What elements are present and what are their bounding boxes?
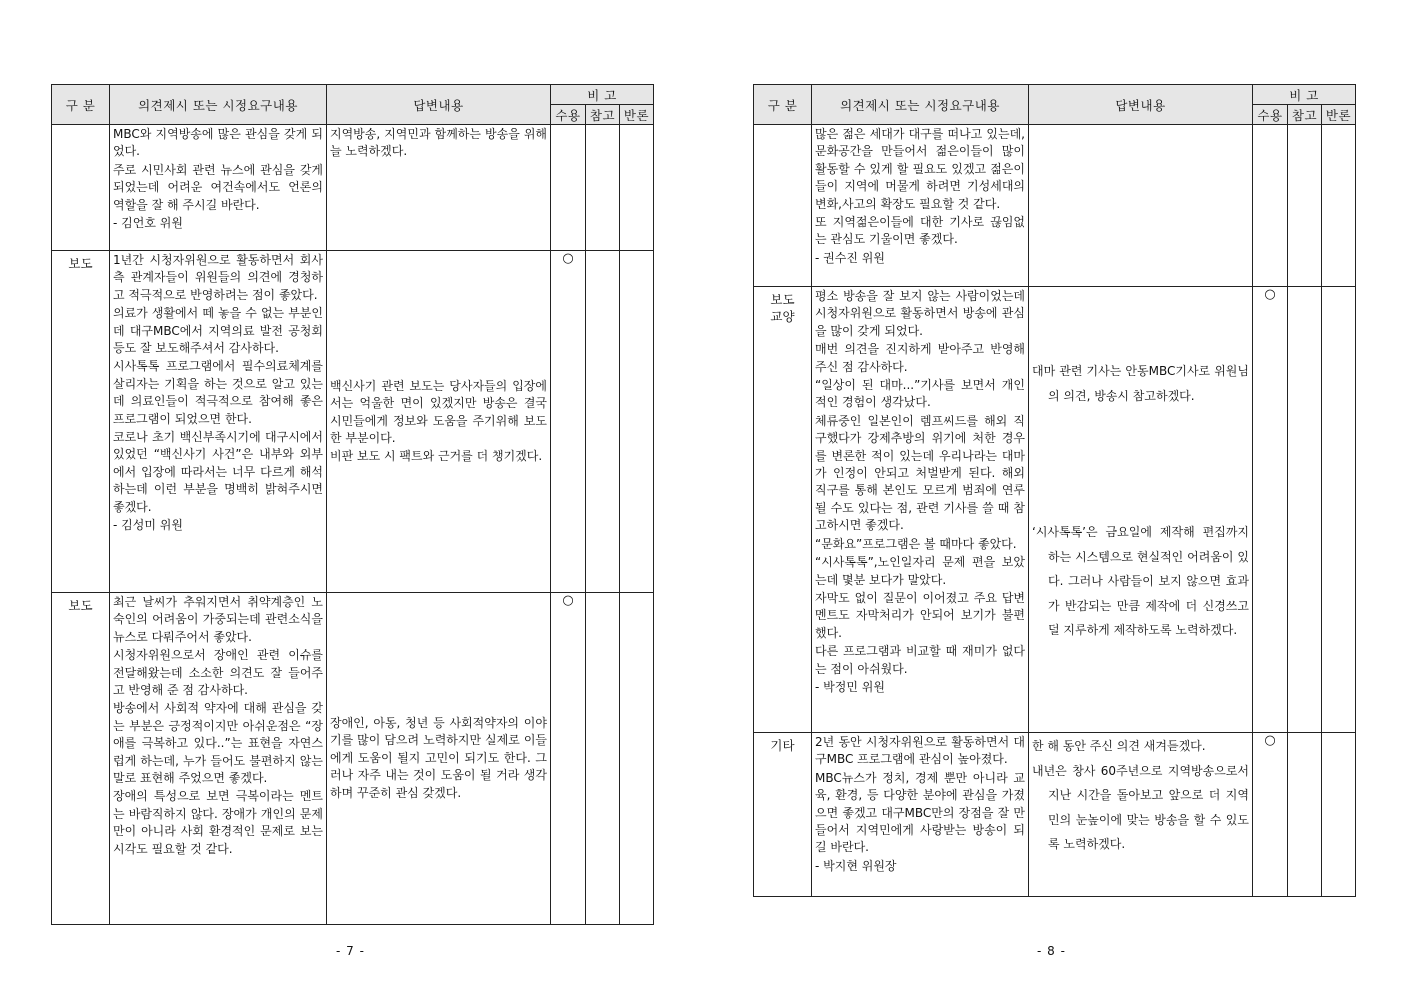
row-rebut-mark: [620, 251, 654, 593]
row-opinion: [812, 733, 1029, 897]
row-rebut-mark: [1322, 287, 1356, 733]
row-opinion: [110, 125, 327, 251]
answer-paragraph: 지역방송, 지역민과 함께하는 방송을 위해 늘 노력하겠다.: [330, 127, 547, 159]
row-reference-mark: [1288, 733, 1322, 897]
col-header-answer: 답변내용: [327, 85, 551, 125]
col-header-category: 구 분: [52, 85, 110, 125]
answer-paragraph: ‘시사톡톡’은 금요일에 제작해 편집까지 하는 시스템으로 현실적인 어려움이 있다. 그러나 사람들이 보지 않으면 효과가 반감되는 만큼 제작에 더 신경쓰고 덜 지루하게 제작하도록 노력하겠다.: [1032, 525, 1249, 637]
col-header-opinion: 의견제시 또는 시정요구내용: [110, 85, 327, 125]
answer-paragraph: 백신사기 관련 보도는 당사자들의 입장에서는 억울한 면이 있겠지만 방송은 결국 시민들에게 정보와 도움을 주기위해 보도한 부분이다.: [330, 378, 547, 446]
opinion-author: - 권수진 위원: [815, 250, 885, 265]
row-reference-mark: [1288, 125, 1322, 287]
col-header-remarks: 비 고: [1253, 85, 1356, 105]
col-header-opinion: 의견제시 또는 시정요구내용: [812, 85, 1029, 125]
opinion-paragraph: 시청자위원으로서 장애인 관련 이슈를 전달해왔는데 소소한 의견도 잘 들어주고 반영해 준 점 감사하다.: [113, 648, 323, 698]
row-accept-mark: ○: [1253, 733, 1288, 897]
opinion-paragraph: “시사톡톡”,노인일자리 문제 편을 보았는데 몇분 보다가 말았다.: [815, 555, 1025, 587]
row-rebut-mark: [620, 125, 654, 251]
page-7: [0, 0, 700, 992]
opinion-author: - 박정민 위원: [815, 679, 885, 694]
col-header-accept: 수용: [551, 105, 586, 125]
table-row: [52, 251, 654, 593]
opinion-paragraph: 평소 방송을 잘 보지 않는 사람이었는데 시청자위원으로 활동하면서 방송에 관심을 많이 갖게 되었다.: [815, 289, 1025, 338]
row-reference-mark: [1288, 287, 1322, 733]
row-answer: [1029, 287, 1253, 733]
opinion-paragraph: 자막도 없이 질문이 이어졌고 주요 답변 멘트도 자막처리가 안되어 보기가 불편했다.: [815, 590, 1025, 640]
row-opinion: [110, 593, 327, 925]
opinion-paragraph: MBC뉴스가 정치, 경제 뿐만 아니라 교육, 환경, 등 다양한 분야에 관심을 가졌으면 좋겠고 대구MBC만의 장점을 잘 만들어서 지역민에게 사랑받는 방송이 되길 바란다.: [815, 770, 1025, 855]
col-header-accept: 수용: [1253, 105, 1288, 125]
row-category: 보도 교양: [754, 287, 812, 733]
row-category: [754, 125, 812, 287]
page-number: - 7 -: [336, 944, 365, 958]
col-header-rebut: 반론: [1322, 105, 1356, 125]
row-category: [52, 125, 110, 251]
answer-paragraph: 장애인, 아동, 청년 등 사회적약자의 이야기를 많이 담으려 노력하지만 실제로 이들에게 도움이 될지 고민이 되기도 한다. 그러나 자주 내는 것이 도움이 될 거라 생각하며 꾸준히 관심 갖겠다.: [330, 715, 547, 800]
opinion-paragraph: 주로 시민사회 관련 뉴스에 관심을 갖게 되었는데 어려운 여건속에서도 언론의 역할을 잘 해 주시길 바란다.: [113, 162, 323, 212]
row-reference-mark: [586, 251, 620, 593]
answer-paragraph: 대마 관련 기사는 안동MBC기사로 위원님의 의견, 방송시 참고하겠다.: [1032, 364, 1249, 403]
col-header-rebut: 반론: [620, 105, 654, 125]
opinion-paragraph: 2년 동안 시청자위원으로 활동하면서 대구MBC 프로그램에 관심이 높아졌다.: [815, 735, 1025, 767]
opinion-paragraph: 시사톡톡 프로그램에서 필수의료체계를 살리자는 기획을 하는 것으로 알고 있는데 의료인들이 적극적으로 참여해 좋은 프로그램이 되었으면 한다.: [113, 359, 323, 426]
table-row: [754, 287, 1356, 733]
answer-paragraph: 비판 보도 시 팩트와 근거를 더 챙기겠다.: [330, 448, 543, 463]
row-opinion: [812, 287, 1029, 733]
row-accept-mark: ○: [1253, 287, 1288, 733]
opinion-table: [753, 84, 1356, 897]
col-header-reference: 참고: [1288, 105, 1322, 125]
opinion-table: [51, 84, 654, 925]
page-8: [700, 0, 1403, 992]
opinion-author: - 김성미 위원: [113, 518, 183, 533]
opinion-paragraph: 장애의 특성으로 보면 극복이라는 멘트는 바람직하지 않다. 장애가 개인의 문제만이 아니라 사회 환경적인 문제로 보는 시각도 필요할 것 같다.: [113, 789, 323, 856]
opinion-paragraph: 다른 프로그램과 비교할 때 재미가 없다는 점이 아쉬웠다.: [815, 644, 1025, 676]
col-header-remarks: 비 고: [551, 85, 654, 105]
row-reference-mark: [586, 593, 620, 925]
row-accept-mark: ○: [551, 593, 586, 925]
row-category: 보도: [52, 251, 110, 593]
col-header-category: 구 분: [754, 85, 812, 125]
opinion-paragraph: 매번 의견을 진지하게 받아주고 반영해 주신 점 감사하다.: [815, 342, 1025, 374]
opinion-paragraph: 또 지역젊은이들에 대한 기사로 끊임없는 관심도 기울이면 좋겠다.: [815, 215, 1025, 247]
opinion-paragraph: 많은 젊은 세대가 대구를 떠나고 있는데, 문화공간을 만들어서 젊은이들이 많이 활동할 수 있게 할 필요도 있겠고 젊은이들이 지역에 머물게 하려면 기성세대의 변화,사고의 확장도 필요할 것 같다.: [815, 127, 1025, 211]
table-row: [52, 125, 654, 251]
row-category: 기타: [754, 733, 812, 897]
col-header-reference: 참고: [586, 105, 620, 125]
opinion-paragraph: 최근 날씨가 추워지면서 취약계층인 노숙인의 어려움이 가중되는데 관련소식을 뉴스로 다뤄주어서 좋았다.: [113, 595, 323, 644]
row-answer: [1029, 733, 1253, 897]
row-category: 보도: [52, 593, 110, 925]
table-row: [754, 125, 1356, 287]
opinion-author: - 박지현 위원장: [815, 858, 897, 873]
row-accept-mark: [551, 125, 586, 251]
answer-paragraph: 내년은 창사 60주년으로 지역방송으로서 지난 시간을 돌아보고 앞으로 더 지역민의 눈높이에 맞는 방송을 할 수 있도록 노력하겠다.: [1032, 763, 1249, 851]
page-number: - 8 -: [1037, 944, 1066, 958]
row-rebut-mark: [1322, 125, 1356, 287]
opinion-paragraph: “문화요”프로그램은 볼 때마다 좋았다.: [815, 536, 1017, 551]
row-opinion: [110, 251, 327, 593]
row-answer: [1029, 125, 1253, 287]
row-accept-mark: [1253, 125, 1288, 287]
opinion-paragraph: 의료가 생활에서 떼 놓을 수 없는 부분인데 대구MBC에서 지역의료 발전 공청회 등도 잘 보도해주셔서 감사하다.: [113, 306, 323, 356]
row-answer: [327, 593, 551, 925]
opinion-paragraph: 방송에서 사회적 약자에 대해 관심을 갖는 부분은 긍정적이지만 아쉬운점은 “장애를 극복하고 있다..”는 표현을 자연스럽게 하는데, 누가 들어도 불편하지 않는 말로 표현해 주었으면 좋겠다.: [113, 701, 323, 786]
table-row: [52, 593, 654, 925]
row-answer: [327, 125, 551, 251]
opinion-paragraph: 체류중인 일본인이 렘프씨드를 해외 직구했다가 강제추방의 위기에 처한 경우를 변론한 적이 있는데 우리나라는 대마가 인정이 안되고 처벌받게 된다. 해외 직구를 통해 본인도 모르게 범죄에 연루 될 수도 있다는 점, 관련 기사를 쓸 때 참고하시면 좋겠다.: [815, 413, 1025, 533]
row-rebut-mark: [1322, 733, 1356, 897]
table-row: [754, 733, 1356, 897]
row-accept-mark: ○: [551, 251, 586, 593]
opinion-paragraph: “일상이 된 대마...”기사를 보면서 개인적인 경험이 생각났다.: [815, 378, 1025, 410]
row-answer: [327, 251, 551, 593]
opinion-paragraph: MBC와 지역방송에 많은 관심을 갖게 되었다.: [113, 127, 323, 159]
opinion-author: - 김언호 위원: [113, 216, 183, 231]
row-rebut-mark: [620, 593, 654, 925]
row-opinion: [812, 125, 1029, 287]
answer-paragraph: 한 해 동안 주신 의견 새겨듣겠다.: [1032, 739, 1206, 753]
row-reference-mark: [586, 125, 620, 251]
col-header-answer: 답변내용: [1029, 85, 1253, 125]
opinion-paragraph: 코로나 초기 백신부족시기에 대구시에서 있었던 “백신사기 사건”은 내부와 외부에서 입장에 따라서는 너무 다르게 해석하는데 이런 부분을 명백히 밝혀주시면 좋겠다.: [113, 430, 323, 514]
opinion-paragraph: 1년간 시청자위원으로 활동하면서 회사 측 관계자들이 위원들의 의견에 경청하고 적극적으로 반영하려는 점이 좋았다.: [113, 253, 323, 302]
